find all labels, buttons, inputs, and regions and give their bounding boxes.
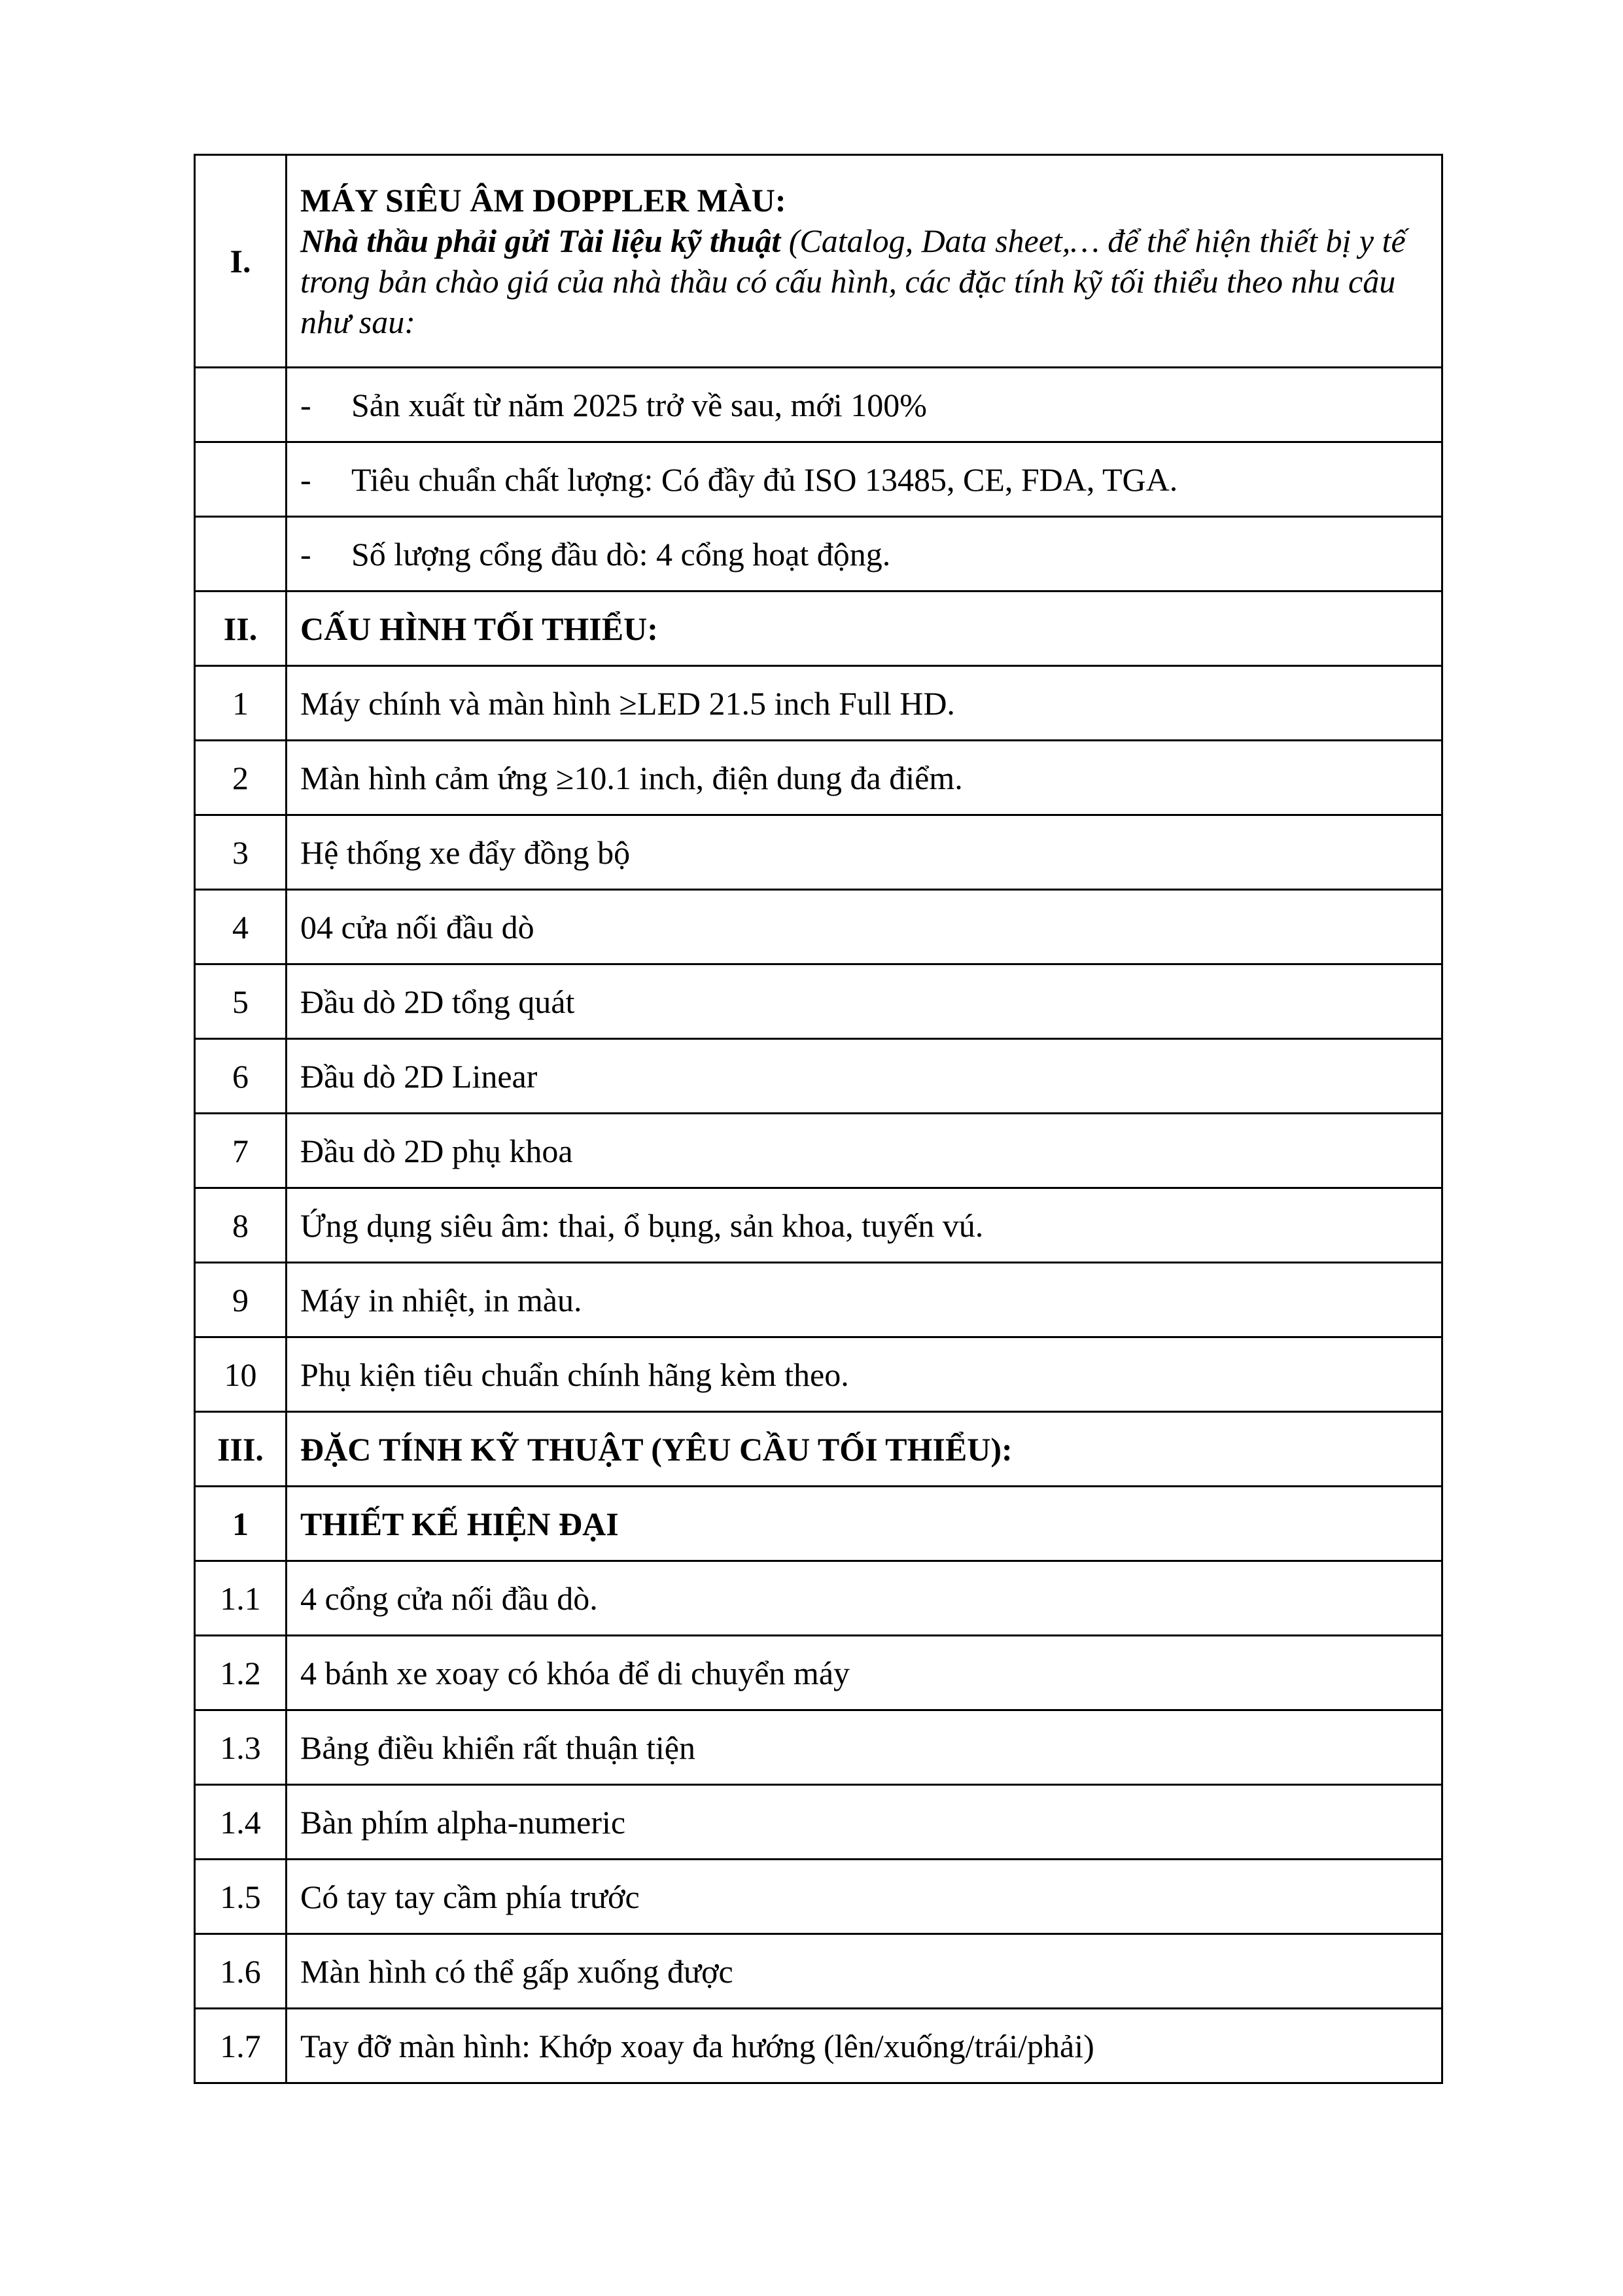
bullet-cell bbox=[287, 442, 1442, 517]
config-item-row bbox=[195, 964, 1442, 1039]
item-number: 9 bbox=[195, 1263, 287, 1337]
config-item-row bbox=[195, 1039, 1442, 1114]
item-number: 6 bbox=[195, 1039, 287, 1114]
item-number: 10 bbox=[195, 1337, 287, 1412]
item-number: 1.7 bbox=[195, 2009, 287, 2083]
item-text: Ứng dụng siêu âm: thai, ổ bụng, sản khoa, tuyến vú. bbox=[287, 1188, 1442, 1263]
item-text: Đầu dò 2D phụ khoa bbox=[287, 1114, 1442, 1188]
item-text: 4 cổng cửa nối đầu dò. bbox=[287, 1561, 1442, 1636]
bullet-row bbox=[195, 517, 1442, 592]
item-text: Phụ kiện tiêu chuẩn chính hãng kèm theo. bbox=[287, 1337, 1442, 1412]
subsection-header-row bbox=[195, 1487, 1442, 1561]
item-text: Hệ thống xe đẩy đồng bộ bbox=[287, 815, 1442, 890]
bullet-dash: - bbox=[300, 386, 311, 423]
section-1-header-row bbox=[195, 155, 1442, 368]
item-number: 1.3 bbox=[195, 1710, 287, 1785]
item-number: 7 bbox=[195, 1114, 287, 1188]
item-text: 04 cửa nối đầu dò bbox=[287, 890, 1442, 964]
section-1-intro bbox=[300, 221, 1428, 342]
item-number: 1.2 bbox=[195, 1636, 287, 1710]
spec-item-row bbox=[195, 1636, 1442, 1710]
config-item-row bbox=[195, 815, 1442, 890]
config-item-row bbox=[195, 1337, 1442, 1412]
config-item-row bbox=[195, 666, 1442, 741]
bullet-row bbox=[195, 368, 1442, 442]
section-1-header-cell bbox=[287, 155, 1442, 368]
item-text: Có tay tay cầm phía trước bbox=[287, 1860, 1442, 1934]
item-text: Đầu dò 2D Linear bbox=[287, 1039, 1442, 1114]
config-item-row bbox=[195, 1263, 1442, 1337]
item-number: 2 bbox=[195, 741, 287, 815]
section-1-number: I. bbox=[195, 155, 287, 368]
item-text: Máy in nhiệt, in màu. bbox=[287, 1263, 1442, 1337]
section-1-title: MÁY SIÊU ÂM DOPPLER MÀU: bbox=[300, 182, 786, 219]
item-text: Màn hình cảm ứng ≥10.1 inch, điện dung đa điểm. bbox=[287, 741, 1442, 815]
item-text: Bàn phím alpha-numeric bbox=[287, 1785, 1442, 1860]
item-number: 1.1 bbox=[195, 1561, 287, 1636]
spec-item-row bbox=[195, 1785, 1442, 1860]
empty-number-cell bbox=[195, 368, 287, 442]
bullet-cell bbox=[287, 368, 1442, 442]
spec-item-row bbox=[195, 1934, 1442, 2009]
spec-item-row bbox=[195, 1710, 1442, 1785]
spec-item-row bbox=[195, 1860, 1442, 1934]
bullet-text: Sản xuất từ năm 2025 trở về sau, mới 100% bbox=[351, 386, 927, 423]
item-number: 3 bbox=[195, 815, 287, 890]
item-number: 8 bbox=[195, 1188, 287, 1263]
section-2-header-row bbox=[195, 592, 1442, 666]
section-3-title: ĐẶC TÍNH KỸ THUẬT (YÊU CẦU TỐI THIỂU): bbox=[287, 1412, 1442, 1487]
bullet-cell bbox=[287, 517, 1442, 592]
section-1-intro-rest: (Catalog, Data sheet,… để thể hiện thiết bị y tế trong bản chào giá của nhà thầu có cấu hình, các đặc tính kỹ tối thiểu theo nhu câu như sau: bbox=[300, 222, 1406, 340]
item-number: 4 bbox=[195, 890, 287, 964]
item-text: Màn hình có thể gấp xuống được bbox=[287, 1934, 1442, 2009]
spec-item-row bbox=[195, 1561, 1442, 1636]
config-item-row bbox=[195, 890, 1442, 964]
requirements-table bbox=[194, 154, 1443, 2084]
subsection-number: 1 bbox=[195, 1487, 287, 1561]
section-2-title: CẤU HÌNH TỐI THIỂU: bbox=[287, 592, 1442, 666]
item-text: Tay đỡ màn hình: Khớp xoay đa hướng (lên/xuống/trái/phải) bbox=[287, 2009, 1442, 2083]
subsection-title: THIẾT KẾ HIỆN ĐẠI bbox=[287, 1487, 1442, 1561]
item-number: 5 bbox=[195, 964, 287, 1039]
item-text: 4 bánh xe xoay có khóa để di chuyển máy bbox=[287, 1636, 1442, 1710]
item-number: 1.6 bbox=[195, 1934, 287, 2009]
bullet-text: Tiêu chuẩn chất lượng: Có đầy đủ ISO 13485, CE, FDA, TGA. bbox=[351, 461, 1178, 498]
item-text: Bảng điều khiển rất thuận tiện bbox=[287, 1710, 1442, 1785]
section-2-number: II. bbox=[195, 592, 287, 666]
empty-number-cell bbox=[195, 517, 287, 592]
bullet-row bbox=[195, 442, 1442, 517]
bullet-dash: - bbox=[300, 461, 311, 498]
spec-item-row bbox=[195, 2009, 1442, 2083]
bullet-dash: - bbox=[300, 535, 311, 573]
item-number: 1.4 bbox=[195, 1785, 287, 1860]
config-item-row bbox=[195, 741, 1442, 815]
config-item-row bbox=[195, 1114, 1442, 1188]
item-number: 1.5 bbox=[195, 1860, 287, 1934]
section-3-number: III. bbox=[195, 1412, 287, 1487]
item-text: Máy chính và màn hình ≥LED 21.5 inch Full HD. bbox=[287, 666, 1442, 741]
bullet-text: Số lượng cổng đầu dò: 4 cổng hoạt động. bbox=[351, 535, 891, 573]
item-number: 1 bbox=[195, 666, 287, 741]
section-3-header-row bbox=[195, 1412, 1442, 1487]
section-1-intro-bold: Nhà thầu phải gửi Tài liệu kỹ thuật bbox=[300, 222, 781, 259]
empty-number-cell bbox=[195, 442, 287, 517]
config-item-row bbox=[195, 1188, 1442, 1263]
item-text: Đầu dò 2D tổng quát bbox=[287, 964, 1442, 1039]
